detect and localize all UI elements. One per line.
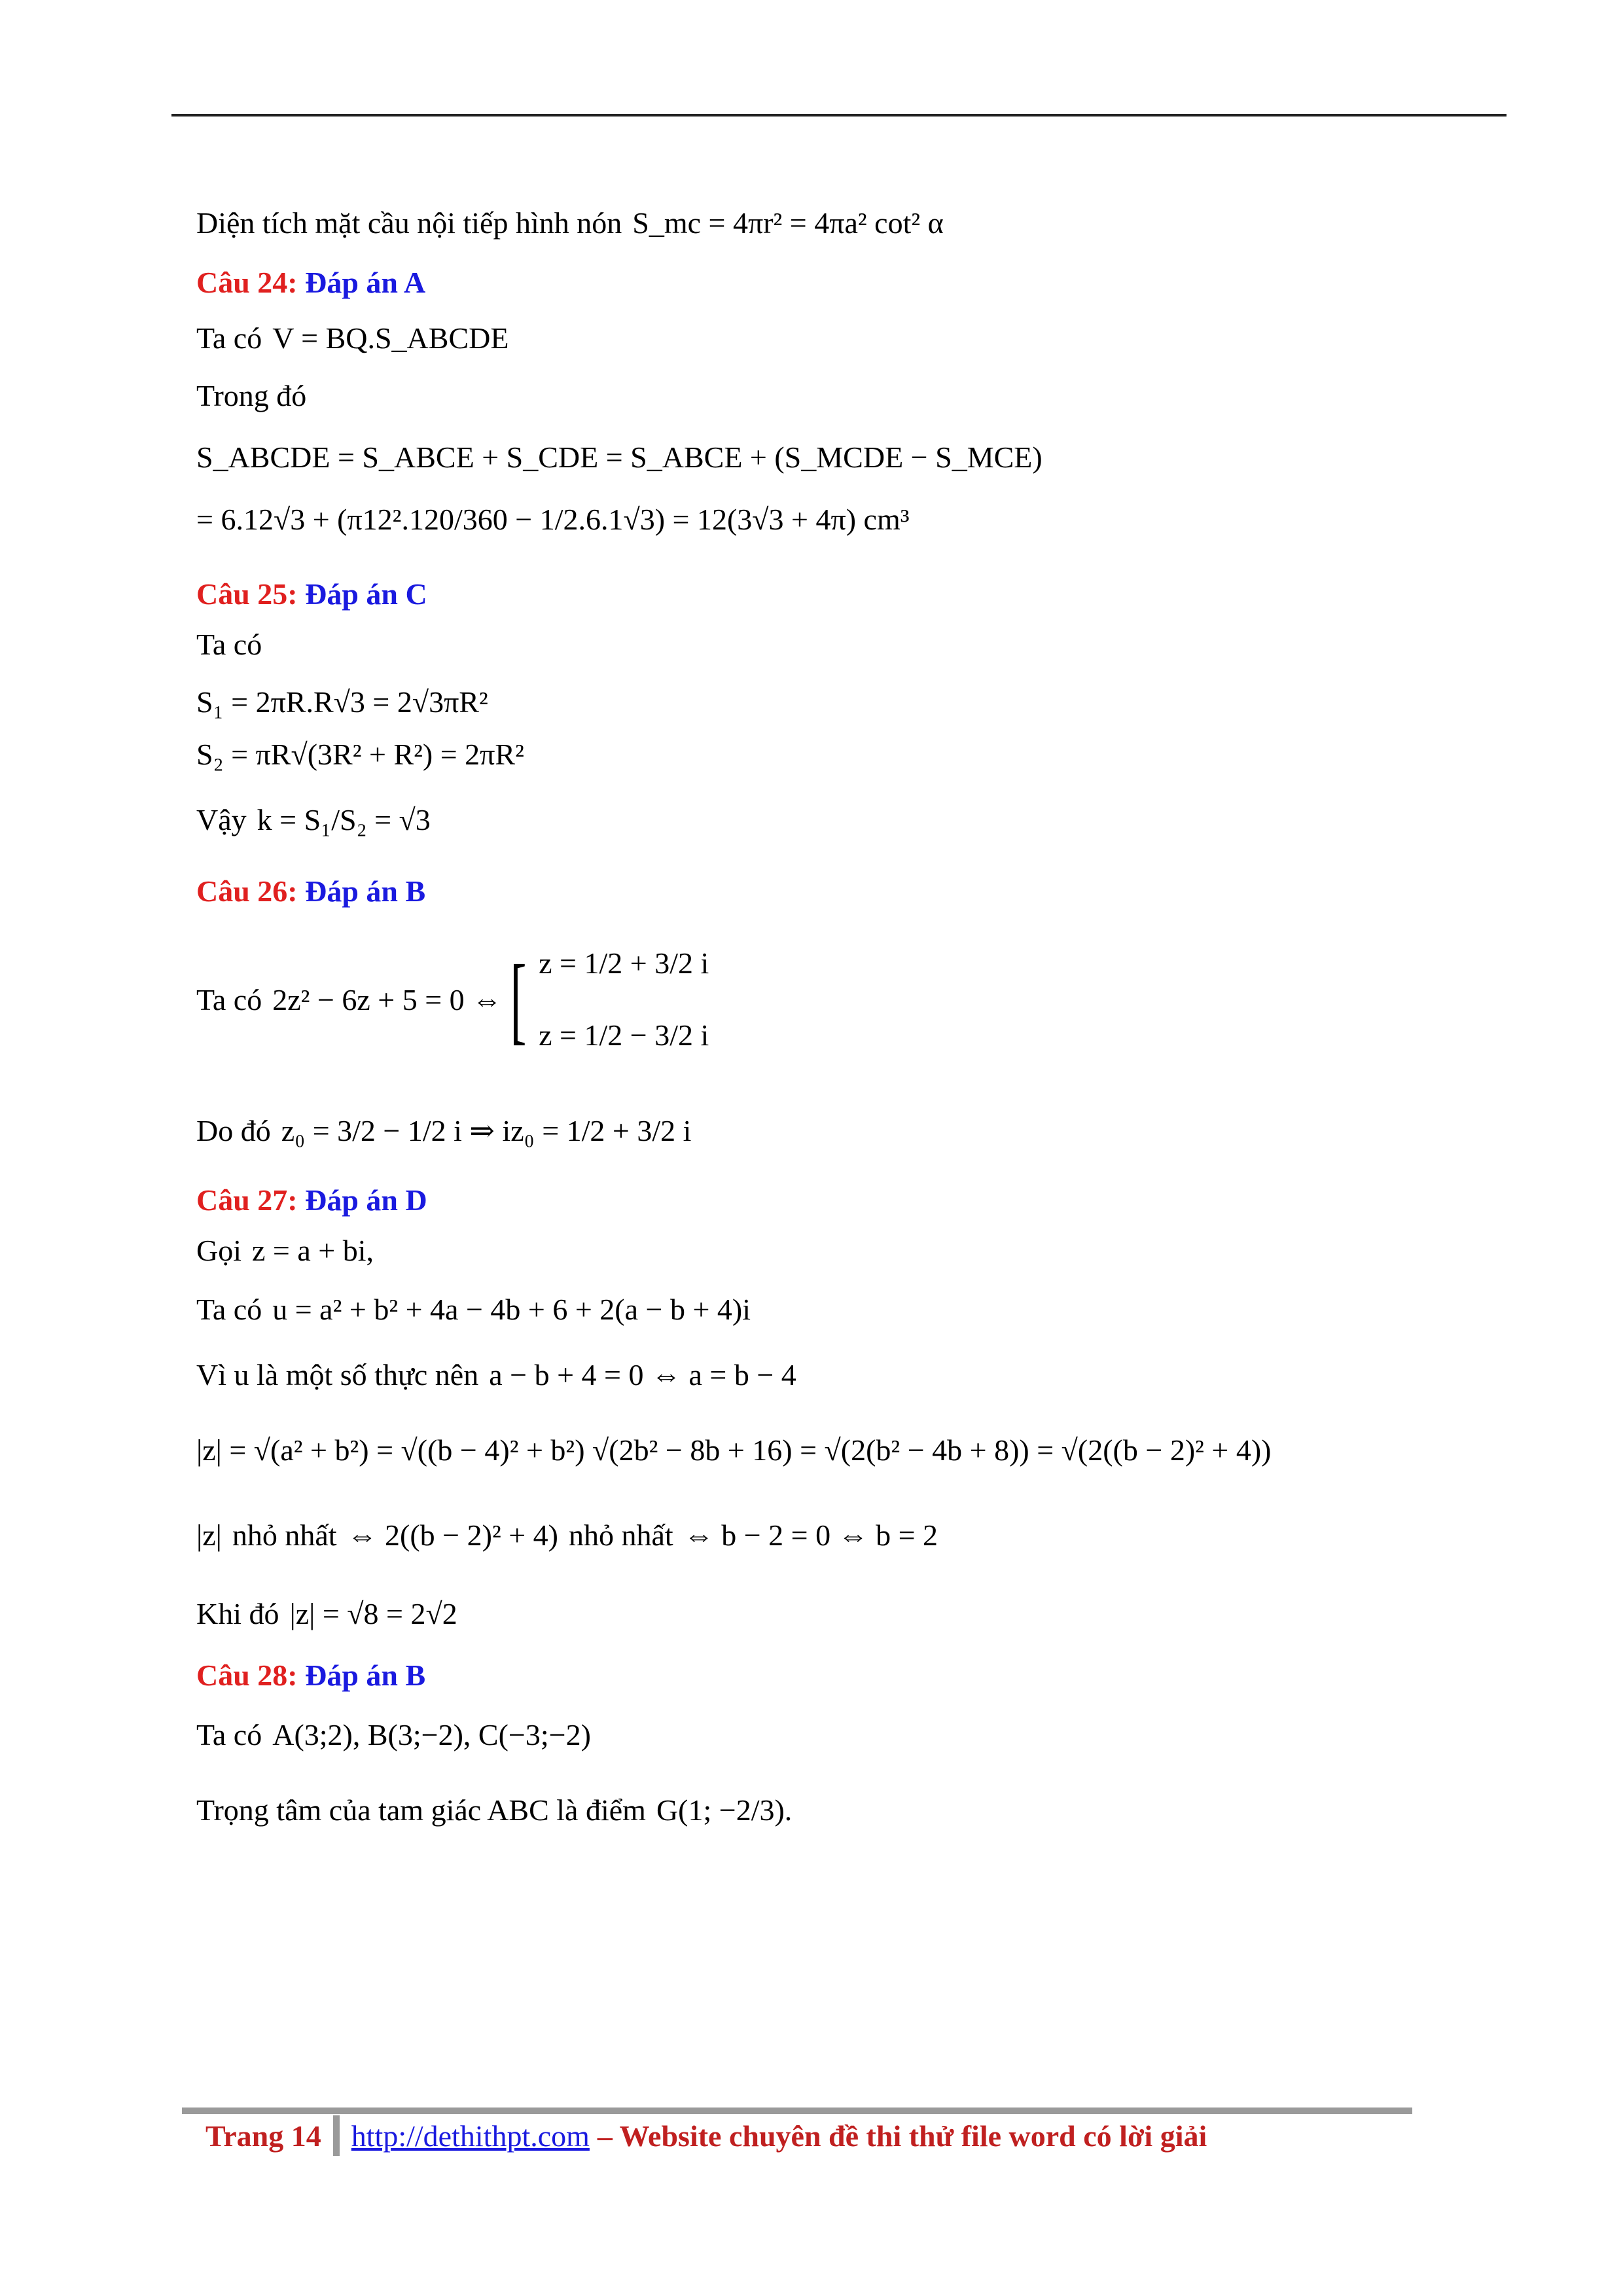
q26-formula-z0: z₀ = 3/2 − 1/2 i ⇒ iz₀ = 1/2 + 3/2 i <box>281 1114 692 1147</box>
q25-text-vay: Vậy <box>196 802 247 836</box>
q27-text-6: Khi đó <box>196 1596 279 1630</box>
q28-text-1: Ta có <box>196 1717 262 1751</box>
q27-line-5 <box>196 1492 1440 1577</box>
footer-tagline: – Website chuyên đề thi thử file word có lời giải <box>597 2119 1207 2153</box>
q25-text-1: Ta có <box>196 627 262 661</box>
question-24-heading <box>196 263 1440 302</box>
q27-text-2: Ta có <box>196 1292 262 1326</box>
q25-formula-k: k = S₁/S₂ = √3 <box>257 802 431 836</box>
sphere-area-formula: S_mc = 4πr² = 4πa² cot² α <box>632 206 944 240</box>
q25-line-2 <box>196 675 1440 728</box>
question-27-heading <box>196 1181 1440 1220</box>
q25-formula-s1: S₁ = 2πR.R√3 = 2√3πR² <box>196 685 488 719</box>
q24-line-1 <box>196 312 1440 364</box>
q27-text-3: Vì u là một số thực nên <box>196 1357 479 1391</box>
question-27-answer: Đáp án D <box>305 1183 427 1217</box>
q24-line-2 <box>196 369 1440 422</box>
system-brace-icon: [ <box>510 945 527 1054</box>
question-24-answer: Đáp án A <box>305 266 426 299</box>
q26-text-1: Ta có <box>196 982 262 1016</box>
q24-line-4 <box>196 483 1440 555</box>
q24-formula-volume: V = BQ.S_ABCDE <box>272 321 509 355</box>
sphere-area-text: Diện tích mặt cầu nội tiếp hình nón <box>196 206 622 240</box>
q27-formula-b: ⇔ b − 2 = 0 ⇔ b = 2 <box>683 1518 938 1552</box>
q27-formula-condition: a − b + 4 = 0 ⇔ a = b − 4 <box>489 1357 796 1391</box>
q25-line-4 <box>196 780 1440 859</box>
footer-separator <box>333 2115 340 2156</box>
question-27-label: Câu 27: <box>196 1183 298 1217</box>
q27-formula-min: ⇔ 2((b − 2)² + 4) <box>347 1518 558 1552</box>
q27-formula-z: z = a + bi, <box>252 1233 374 1267</box>
q28-line-2 <box>196 1767 1440 1852</box>
q27-line-6 <box>196 1577 1440 1649</box>
question-28-heading <box>196 1656 1440 1695</box>
q27-line-3 <box>196 1342 1440 1407</box>
q28-formula-points: A(3;2), B(3;−2), C(−3;−2) <box>272 1717 591 1751</box>
q24-text-1: Ta có <box>196 321 262 355</box>
q27-line-4 <box>196 1407 1440 1492</box>
q28-formula-centroid: G(1; −2/3). <box>656 1793 793 1827</box>
question-25-label: Câu 25: <box>196 577 298 611</box>
header-rule <box>171 114 1507 117</box>
page-footer <box>205 2115 1207 2156</box>
q27-formula-result: |z| = √8 = 2√2 <box>289 1596 457 1630</box>
question-25-answer: Đáp án C <box>305 577 427 611</box>
q27-formula-modulus: |z| = √(a² + b²) = √((b − 4)² + b²) √(2b² − 8b + 16) = √(2(b² − 4b + 8)) = √(2((b − 2)² + 4)) <box>196 1433 1272 1467</box>
footer-website-link[interactable]: http://dethithpt.com <box>351 2119 590 2153</box>
q28-text-2: Trọng tâm của tam giác ABC là điểm <box>196 1793 646 1827</box>
q26-line-2 <box>196 1088 1440 1173</box>
q27-line-2 <box>196 1276 1440 1342</box>
q24-line-3 <box>196 431 1440 483</box>
document-body <box>196 196 1440 1852</box>
question-28-label: Câu 28: <box>196 1659 298 1692</box>
q24-formula-area: S_ABCDE = S_ABCE + S_CDE = S_ABCE + (S_MCDE − S_MCE) <box>196 440 1043 474</box>
page-number: Trang 14 <box>205 2119 321 2153</box>
question-26-answer: Đáp án B <box>305 874 426 908</box>
q26-solution-system <box>539 927 709 1071</box>
q24-text-2: Trong đó <box>196 378 307 412</box>
q25-line-3 <box>196 728 1440 780</box>
q28-line-1 <box>196 1702 1440 1767</box>
q27-line-1 <box>196 1224 1440 1276</box>
footer-rule <box>182 2108 1412 2114</box>
q26-root-1: z = 1/2 + 3/2 i <box>539 946 709 980</box>
q25-line-1 <box>196 618 1440 670</box>
q26-line-1 <box>196 918 1440 1081</box>
question-25-heading <box>196 575 1440 614</box>
q27-text-min-2: nhỏ nhất <box>569 1518 673 1552</box>
q27-text-1: Gọi <box>196 1233 241 1267</box>
q25-formula-s2: S₂ = πR√(3R² + R²) = 2πR² <box>196 737 524 771</box>
question-26-label: Câu 26: <box>196 874 298 908</box>
q24-formula-result: = 6.12√3 + (π12².120/360 − 1/2.6.1√3) = 12(3√3 + 4π) cm³ <box>196 502 910 536</box>
q26-formula-equation: 2z² − 6z + 5 = 0 ⇔ <box>272 982 503 1016</box>
q26-text-2: Do đó <box>196 1113 271 1147</box>
q26-root-2: z = 1/2 − 3/2 i <box>539 1018 709 1052</box>
q27-text-min-1: nhỏ nhất <box>232 1518 337 1552</box>
question-24-label: Câu 24: <box>196 266 298 299</box>
q27-formula-u: u = a² + b² + 4a − 4b + 6 + 2(a − b + 4)i <box>272 1292 751 1326</box>
question-28-answer: Đáp án B <box>305 1659 426 1692</box>
sphere-area-line <box>196 196 1440 249</box>
question-26-heading <box>196 872 1440 911</box>
q27-modulus-symbol: |z| <box>196 1518 222 1552</box>
